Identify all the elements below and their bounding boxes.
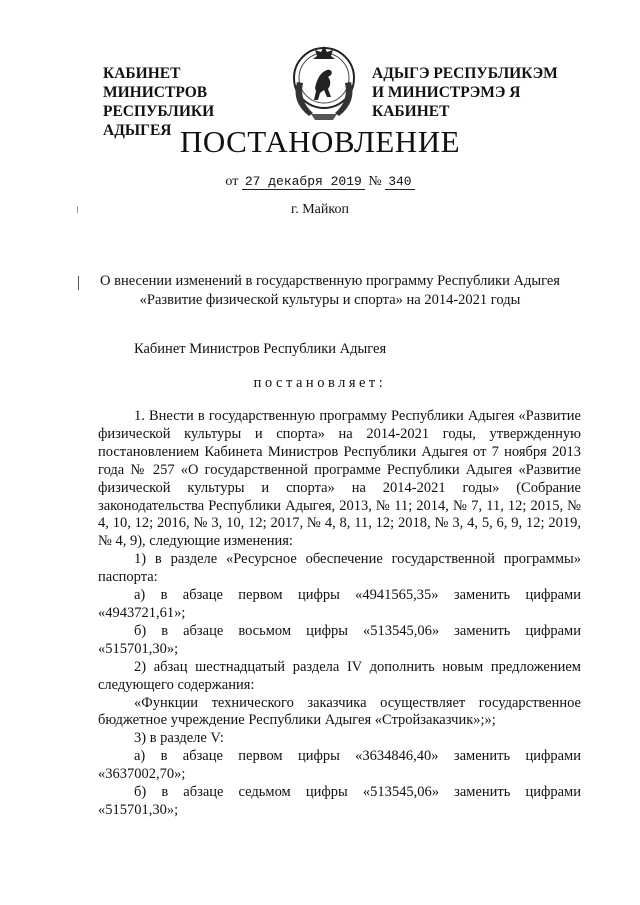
paragraph-9: б) в абзаце седьмом цифры «513545,06» заменить цифрами «515701,30»; bbox=[98, 784, 581, 818]
paragraph-8: а) в абзаце первом цифры «3634846,40» заменить цифрами «3637002,70»; bbox=[98, 748, 581, 783]
document-city: г. Майкоп bbox=[291, 202, 349, 217]
margin-mark bbox=[77, 206, 78, 213]
paragraph-4: б) в абзаце восьмом цифры «513545,06» заменить цифрами «515701,30»; bbox=[98, 622, 581, 657]
intro-text: Кабинет Министров Республики Адыгея bbox=[134, 341, 387, 357]
margin-mark bbox=[78, 276, 79, 290]
paragraph-3: а) в абзаце первом цифры «4941565,35» заменить цифрами «4943721,61»; bbox=[98, 587, 581, 621]
header-right-line1: АДЫГЭ РЕСПУБЛИКЭМ bbox=[372, 65, 558, 82]
header-left-line2: РЕСПУБЛИКИ АДЫГЕЯ bbox=[103, 103, 215, 139]
paragraph-7: 3) в разделе V: bbox=[134, 730, 224, 747]
document-subject bbox=[100, 272, 560, 310]
header-left-line1: КАБИНЕТ МИНИСТРОВ bbox=[103, 65, 208, 101]
header-right-line2: И МИНИСТРЭМЭ Я КАБИНЕТ bbox=[372, 84, 521, 120]
document-title: ПОСТАНОВЛЕНИЕ bbox=[179, 124, 461, 159]
document-number: 340 bbox=[385, 174, 414, 190]
coat-of-arms-icon bbox=[285, 38, 363, 126]
decree-word: постановляет: bbox=[253, 375, 387, 391]
document-date: 27 декабря 2019 bbox=[242, 174, 365, 190]
paragraph-1: 1. Внести в государственную программу Республики Адыгея «Развитие физической культуры и спорта» на 2014-2021 годы, утвержденную постановлением Кабинета Министров Республики Адыгея от 7 ноября 2013 года № 257 «О государственной программе Республики Адыгея «Развитие физической культуры и спорта» на 2014-2021 годы» (Собрание законодательства Республики Адыгея, 2013, № 11; 2014, № 7, 11, 12; 2015, № 4, 10, 12; 2016, № 3, 10, 12; 2017, № 4, 8, 11, 12; 2018, № 3, 4, 5, 6, 9, 12; 2019, № 4, 9), следующие изменения: bbox=[98, 408, 581, 550]
number-sign: № bbox=[368, 174, 382, 189]
paragraph-5: 2) абзац шестнадцатый раздела IV дополнить новым предложением следующего содержания: bbox=[98, 658, 581, 693]
date-prefix: от bbox=[225, 174, 239, 189]
header-right bbox=[372, 64, 582, 121]
subject-line2: «Развитие физической культуры и спорта» на 2014-2021 годы bbox=[139, 292, 521, 308]
document-date-number bbox=[0, 174, 640, 190]
document-body bbox=[98, 408, 581, 820]
paragraph-6: «Функции технического заказчика осуществляет государственное бюджетное учреждение Республики Адыгея «Стройзаказчик»;»; bbox=[98, 694, 581, 729]
paragraph-2: 1) в разделе «Ресурсное обеспечение государственной программы» паспорта: bbox=[98, 551, 581, 586]
subject-line1: О внесении изменений в государственную программу Республики Адыгея bbox=[100, 273, 560, 289]
